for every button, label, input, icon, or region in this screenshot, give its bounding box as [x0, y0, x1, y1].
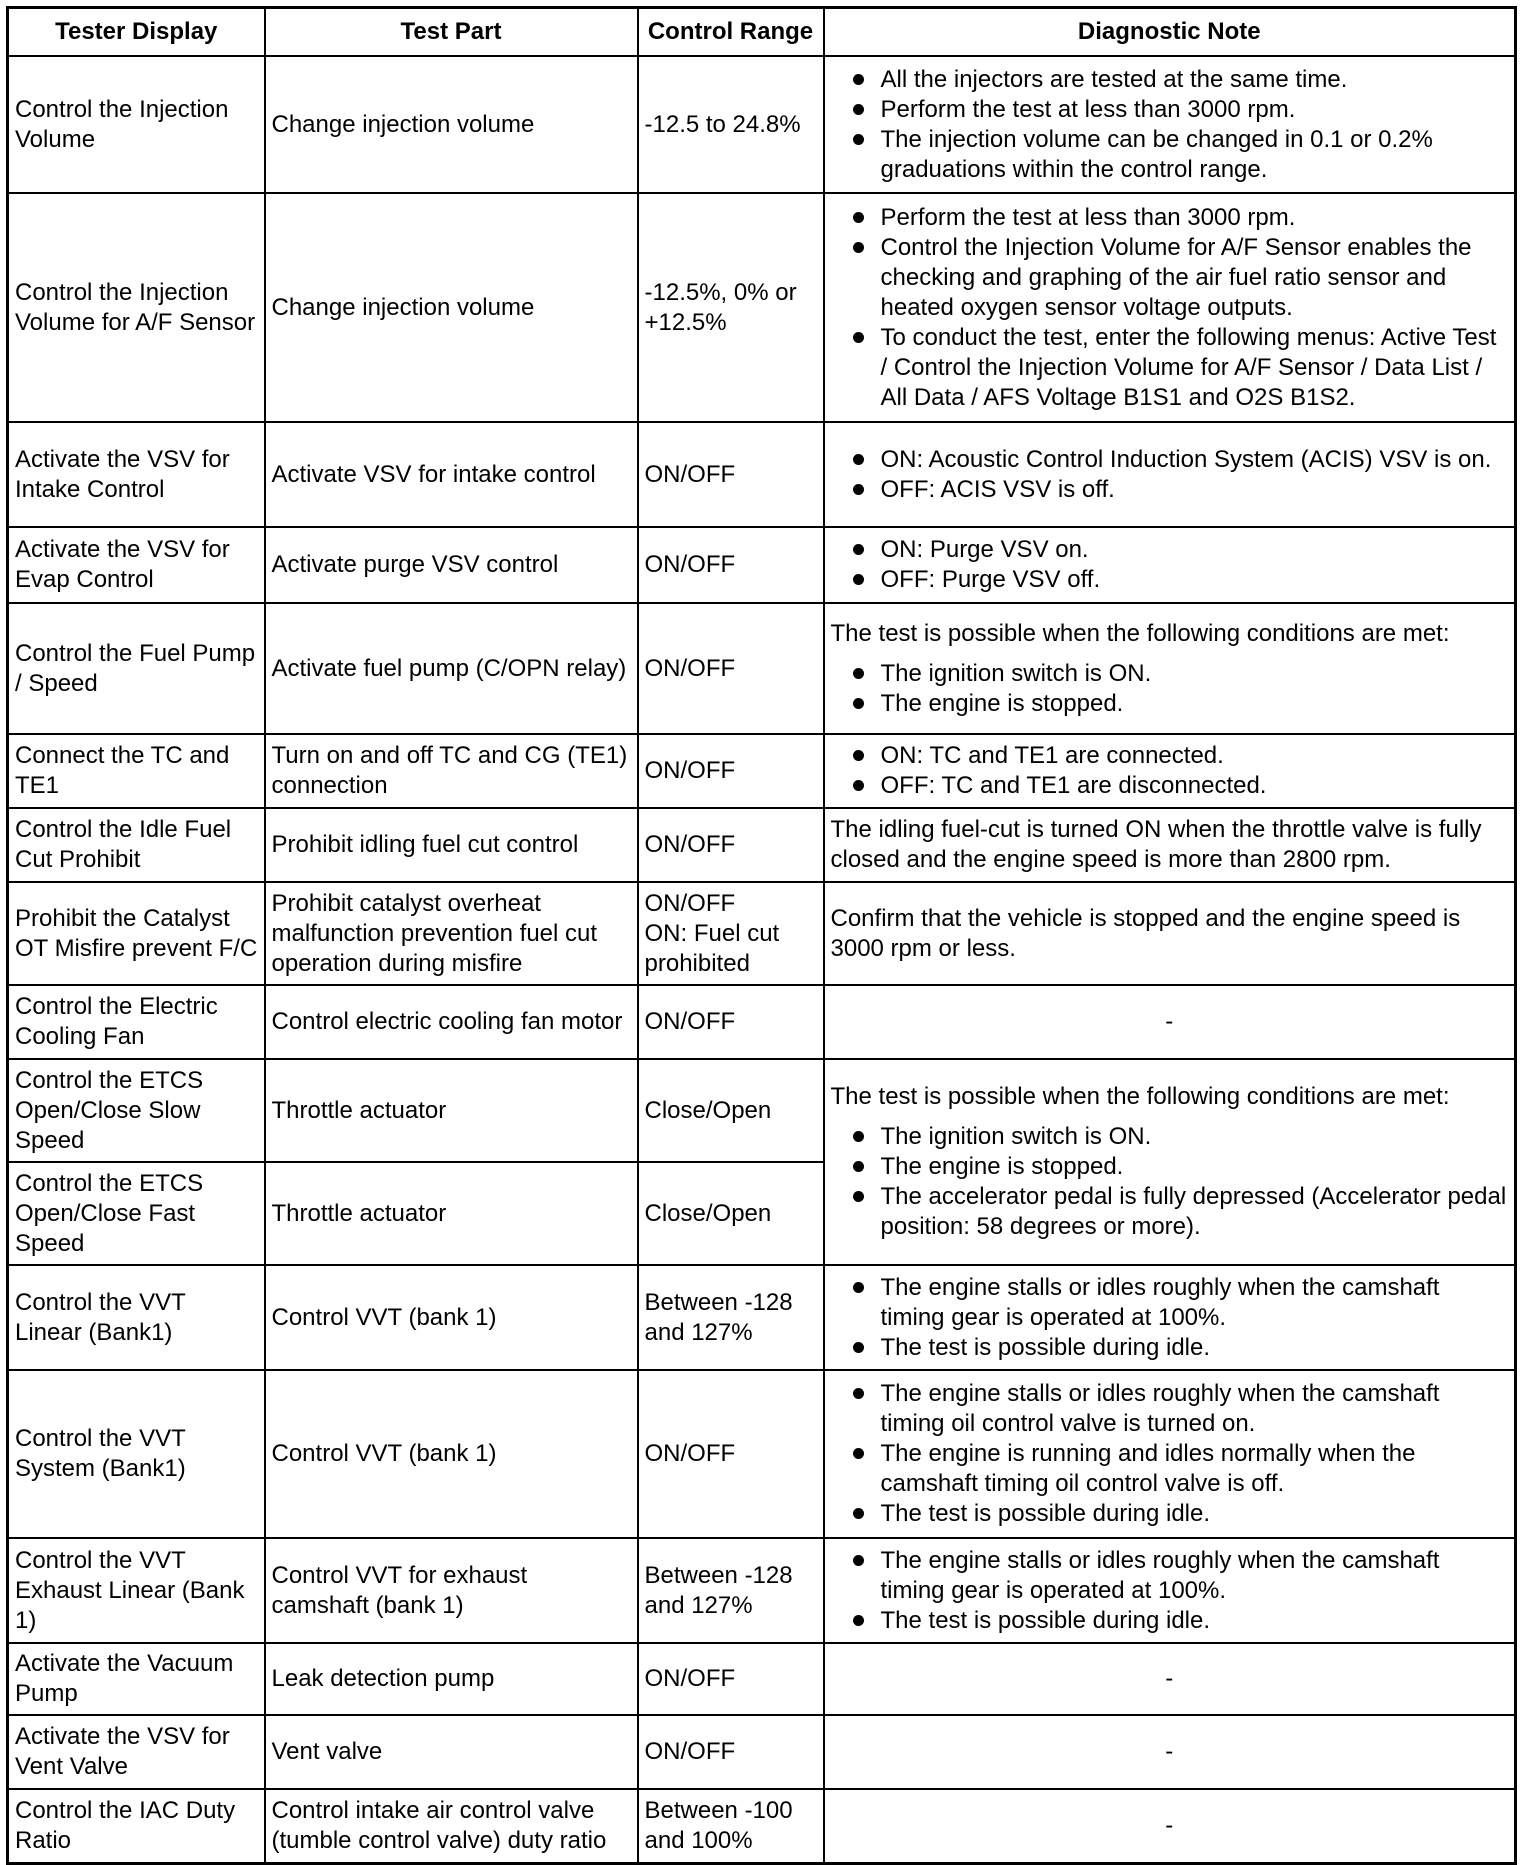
control-range-cell: ON/OFF: [638, 1643, 824, 1715]
note-bullet: OFF: TC and TE1 are disconnected.: [831, 771, 1509, 801]
note-bullet: ON: Acoustic Control Induction System (ACIS) VSV is on.: [831, 445, 1509, 475]
table-row: [8, 1789, 1516, 1863]
header-row: [8, 8, 1516, 57]
note-bullet: The ignition switch is ON.: [831, 659, 1509, 689]
control-range-cell: -12.5 to 24.8%: [638, 56, 824, 193]
tester-display-cell: Control the Fuel Pump / Speed: [8, 603, 265, 734]
tester-display-cell: Control the IAC Duty Ratio: [8, 1789, 265, 1863]
control-range-cell: ON/OFF: [638, 734, 824, 808]
note-bullet: The ignition switch is ON.: [831, 1122, 1509, 1152]
table-row: [8, 808, 1516, 882]
table-row: [8, 985, 1516, 1059]
note-bullet: ON: TC and TE1 are connected.: [831, 741, 1509, 771]
tester-display-cell: Activate the VSV for Vent Valve: [8, 1715, 265, 1789]
test-part-cell: Prohibit idling fuel cut control: [265, 808, 638, 882]
control-range-cell: ON/OFF: [638, 985, 824, 1059]
control-range-cell: [638, 882, 824, 985]
table-row: [8, 1643, 1516, 1715]
test-part-cell: Control electric cooling fan motor: [265, 985, 638, 1059]
note-bullet: The test is possible during idle.: [831, 1606, 1509, 1636]
note-intro: The test is possible when the following conditions are met:: [830, 1083, 1450, 1110]
table-row: [8, 882, 1516, 985]
tester-display-cell: Control the VVT Exhaust Linear (Bank 1): [8, 1538, 265, 1643]
control-range-cell: Close/Open: [638, 1162, 824, 1265]
note-bullet: The accelerator pedal is fully depressed (Accelerator pedal position: 58 degrees or more).: [831, 1182, 1509, 1242]
table-row: [8, 1715, 1516, 1789]
note-bullet: ON: Purge VSV on.: [831, 535, 1509, 565]
note-bullet: The engine stalls or idles roughly when the camshaft timing gear is operated at 100%.: [831, 1273, 1509, 1333]
test-part-cell: Turn on and off TC and CG (TE1) connection: [265, 734, 638, 808]
note-bullet: The engine stalls or idles roughly when the camshaft timing oil control valve is turned on.: [831, 1379, 1509, 1439]
test-part-cell: Control VVT (bank 1): [265, 1370, 638, 1538]
test-part-cell: Activate purge VSV control: [265, 527, 638, 603]
tester-display-cell: Activate the VSV for Intake Control: [8, 422, 265, 527]
diagnostic-note-cell: [824, 734, 1516, 808]
control-range-cell: ON/OFF: [638, 1370, 824, 1538]
note-bullet: The engine is running and idles normally when the camshaft timing oil control valve is off.: [831, 1439, 1509, 1499]
control-range-cell: ON/OFF: [638, 808, 824, 882]
tester-display-cell: Control the VVT Linear (Bank1): [8, 1265, 265, 1370]
table-row: [8, 193, 1516, 422]
table-row: [8, 56, 1516, 193]
test-part-cell: Change injection volume: [265, 193, 638, 422]
diagnostic-note-cell: -: [824, 1643, 1516, 1715]
test-part-cell: Prohibit catalyst overheat malfunction prevention fuel cut operation during misfire: [265, 882, 638, 985]
note-bullet: To conduct the test, enter the following menus: Active Test / Control the Injection Volume for A/F Sensor / Data List / All Data / AFS Voltage B1S1 and O2S B1S2.: [831, 323, 1509, 413]
note-bullet: Perform the test at less than 3000 rpm.: [831, 203, 1509, 233]
header-control-range: Control Range: [638, 8, 824, 57]
diagnostic-note-cell: [824, 193, 1516, 422]
table-row: [8, 527, 1516, 603]
tester-display-cell: Prohibit the Catalyst OT Misfire prevent F/C: [8, 882, 265, 985]
control-range-cell: Between -100 and 100%: [638, 1789, 824, 1863]
note-bullet: Control the Injection Volume for A/F Sensor enables the checking and graphing of the air fuel ratio sensor and heated oxygen sensor voltage outputs.: [831, 233, 1509, 323]
note-bullet: OFF: ACIS VSV is off.: [831, 475, 1509, 505]
tester-display-cell: Control the Electric Cooling Fan: [8, 985, 265, 1059]
note-bullet: The test is possible during idle.: [831, 1333, 1509, 1363]
note-bullet: The test is possible during idle.: [831, 1499, 1509, 1529]
tester-display-cell: Activate the VSV for Evap Control: [8, 527, 265, 603]
tester-display-cell: Control the ETCS Open/Close Slow Speed: [8, 1059, 265, 1162]
note-bullet: OFF: Purge VSV off.: [831, 565, 1509, 595]
header-tester-display: Tester Display: [8, 8, 265, 57]
diagnostic-note-cell: [824, 422, 1516, 527]
test-part-cell: Throttle actuator: [265, 1059, 638, 1162]
tester-display-cell: Control the Injection Volume for A/F Sensor: [8, 193, 265, 422]
diagnostic-note-cell: [824, 1059, 1516, 1265]
tester-display-cell: Connect the TC and TE1: [8, 734, 265, 808]
note-intro: The test is possible when the following conditions are met:: [830, 619, 1450, 647]
tester-display-cell: Control the Idle Fuel Cut Prohibit: [8, 808, 265, 882]
diagnostic-table-container: [6, 6, 1514, 1865]
table-row: [8, 734, 1516, 808]
header-test-part: Test Part: [265, 8, 638, 57]
diagnostic-note-cell: [824, 1265, 1516, 1370]
test-part-cell: Change injection volume: [265, 56, 638, 193]
table-row: [8, 1059, 1516, 1162]
table-row: [8, 603, 1516, 734]
test-part-cell: Control VVT (bank 1): [265, 1265, 638, 1370]
control-range-detail: ON: Fuel cut prohibited: [644, 919, 780, 977]
note-bullet: The engine is stopped.: [831, 1152, 1509, 1182]
control-range-cell: ON/OFF: [638, 603, 824, 734]
test-part-cell: Activate VSV for intake control: [265, 422, 638, 527]
note-bullet: Perform the test at less than 3000 rpm.: [831, 95, 1509, 125]
test-part-cell: Control intake air control valve (tumble control valve) duty ratio: [265, 1789, 638, 1863]
table-row: [8, 1265, 1516, 1370]
diagnostic-note-cell: -: [824, 1715, 1516, 1789]
test-part-cell: Leak detection pump: [265, 1643, 638, 1715]
control-range-cell: ON/OFF: [638, 422, 824, 527]
tester-display-cell: Control the Injection Volume: [8, 56, 265, 193]
control-range-value: ON/OFF: [644, 889, 736, 917]
diagnostic-note-cell: [824, 527, 1516, 603]
diagnostic-note-cell: [824, 1538, 1516, 1643]
test-part-cell: Control VVT for exhaust camshaft (bank 1): [265, 1538, 638, 1643]
table-row: [8, 1538, 1516, 1643]
diagnostic-note-cell: -: [824, 1789, 1516, 1863]
control-range-cell: ON/OFF: [638, 527, 824, 603]
note-bullet: All the injectors are tested at the same time.: [831, 65, 1509, 95]
control-range-cell: Between -128 and 127%: [638, 1538, 824, 1643]
note-bullet: The engine is stopped.: [831, 689, 1509, 719]
table-row: [8, 422, 1516, 527]
tester-display-cell: Control the VVT System (Bank1): [8, 1370, 265, 1538]
control-range-cell: -12.5%, 0% or +12.5%: [638, 193, 824, 422]
control-range-cell: ON/OFF: [638, 1715, 824, 1789]
diagnostic-note-cell: [824, 603, 1516, 734]
diagnostic-note-cell: [824, 56, 1516, 193]
diagnostic-note-cell: [824, 1370, 1516, 1538]
active-test-table: [6, 6, 1517, 1865]
test-part-cell: Vent valve: [265, 1715, 638, 1789]
tester-display-cell: Activate the Vacuum Pump: [8, 1643, 265, 1715]
header-diagnostic-note: Diagnostic Note: [824, 8, 1516, 57]
test-part-cell: Throttle actuator: [265, 1162, 638, 1265]
diagnostic-note-cell: Confirm that the vehicle is stopped and the engine speed is 3000 rpm or less.: [824, 882, 1516, 985]
note-bullet: The engine stalls or idles roughly when the camshaft timing gear is operated at 100%.: [831, 1546, 1509, 1606]
note-bullet: The injection volume can be changed in 0.1 or 0.2% graduations within the control range.: [831, 125, 1509, 185]
control-range-cell: Between -128 and 127%: [638, 1265, 824, 1370]
diagnostic-note-cell: -: [824, 985, 1516, 1059]
table-row: [8, 1370, 1516, 1538]
diagnostic-note-cell: The idling fuel-cut is turned ON when the throttle valve is fully closed and the engine speed is more than 2800 rpm.: [824, 808, 1516, 882]
test-part-cell: Activate fuel pump (C/OPN relay): [265, 603, 638, 734]
tester-display-cell: Control the ETCS Open/Close Fast Speed: [8, 1162, 265, 1265]
control-range-cell: Close/Open: [638, 1059, 824, 1162]
